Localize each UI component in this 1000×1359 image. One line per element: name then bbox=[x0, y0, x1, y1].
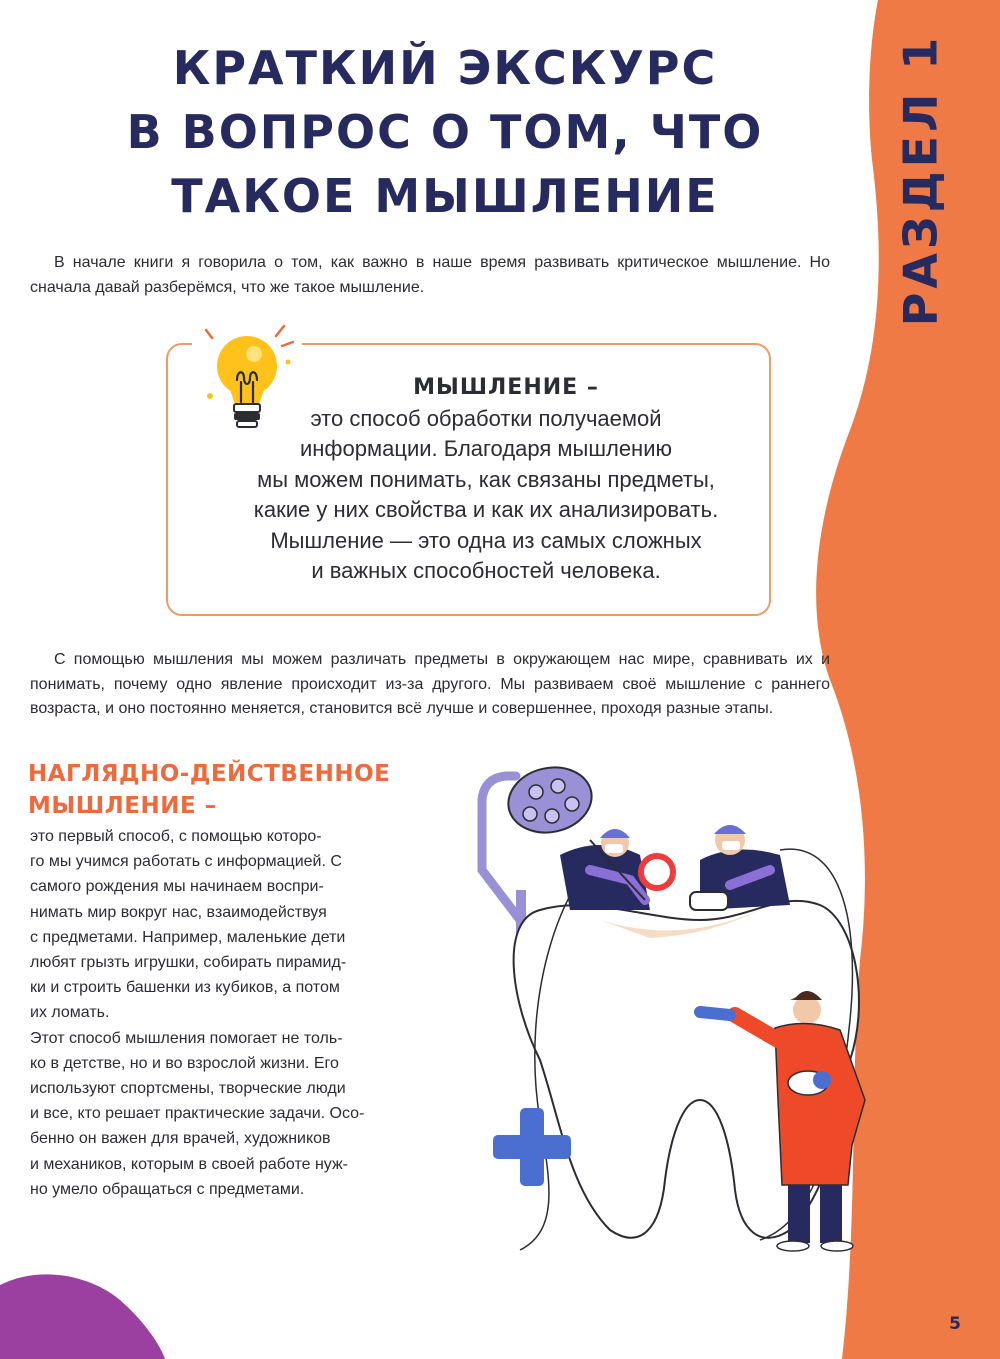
definition-line: мы можем понимать, как связаны предметы, bbox=[257, 466, 715, 492]
body-line: используют спортсмены, творческие люди bbox=[30, 1080, 346, 1098]
body-line: Этот способ мышления помогает не толь- bbox=[30, 1029, 343, 1047]
section-label: РАЗДЕЛ 1 bbox=[893, 33, 947, 327]
definition-term: МЫШЛЕНИЕ – bbox=[413, 375, 599, 400]
subheading-line: МЫШЛЕНИЕ – bbox=[28, 793, 217, 819]
body-line: с предметами. Например, маленькие дети bbox=[30, 928, 346, 946]
body-line: ко в детстве, но и во взрослой жизни. Его bbox=[30, 1054, 339, 1072]
body-line: ки и строить башенки из кубиков, а потом bbox=[30, 979, 340, 997]
definition-text bbox=[200, 373, 772, 587]
body-line: их ломать. bbox=[30, 1004, 110, 1022]
body-line: самого рождения мы начинаем воспри- bbox=[30, 878, 324, 896]
definition-line: это способ обработки получаемой bbox=[310, 405, 662, 431]
subheading-line: НАГЛЯДНО-ДЕЙСТВЕННОЕ bbox=[28, 761, 391, 787]
title-line: КРАТКИЙ ЭКСКУРС bbox=[172, 41, 718, 95]
intro-paragraph: В начале книги я говорила о том, как важно в наше время развивать критическое мышление. Но сначала давай разберёмся, что же такое мышление. bbox=[30, 254, 830, 296]
body-column bbox=[30, 824, 418, 1202]
section-subheading bbox=[28, 758, 448, 822]
title-line: В ВОПРОС О ТОМ, ЧТО bbox=[126, 105, 764, 159]
body-line: бенно он важен для врачей, художников bbox=[30, 1130, 331, 1148]
title-line: ТАКОЕ МЫШЛЕНИЕ bbox=[171, 169, 719, 223]
body-line: но умело обращаться с предметами. bbox=[30, 1180, 305, 1198]
page-number: 5 bbox=[949, 1314, 961, 1334]
body-line: это первый способ, с помощью которо- bbox=[30, 828, 322, 845]
dentist-left bbox=[560, 829, 673, 910]
definition-line: информации. Благодаря мышлению bbox=[299, 436, 672, 461]
dentist-right bbox=[690, 825, 790, 910]
purple-corner-shape bbox=[0, 1270, 170, 1359]
dentist-tooth-illustration bbox=[460, 760, 880, 1260]
definition-line: Мышление — это одна из самых сложных bbox=[270, 527, 702, 553]
body-line: го мы учимся работать с информацией. С bbox=[30, 853, 342, 871]
page-title bbox=[60, 36, 830, 228]
definition-line: какие у них свойства и как их анализировать. bbox=[253, 497, 719, 522]
body-paragraph: С помощью мышления мы можем различать предметы в окружающем нас мире, сравнивать их и понимать, почему одно явление происходит из-за другого. Мы развиваем своё мышление с раннего возраста, и оно постоянно меняется, становится всё лучше и совершеннее, проходя разные этапы. bbox=[30, 651, 830, 717]
body-line: любят грызть игрушки, собирать пирамид- bbox=[30, 954, 347, 972]
body-line: и все, кто решает практические задачи. Осо- bbox=[30, 1105, 365, 1123]
body-line: нимать мир вокруг нас, взаимодействуя bbox=[30, 903, 327, 921]
definition-line: и важных способностей человека. bbox=[311, 558, 661, 583]
body-line: и механиков, которым в своей работе нуж- bbox=[30, 1155, 348, 1173]
